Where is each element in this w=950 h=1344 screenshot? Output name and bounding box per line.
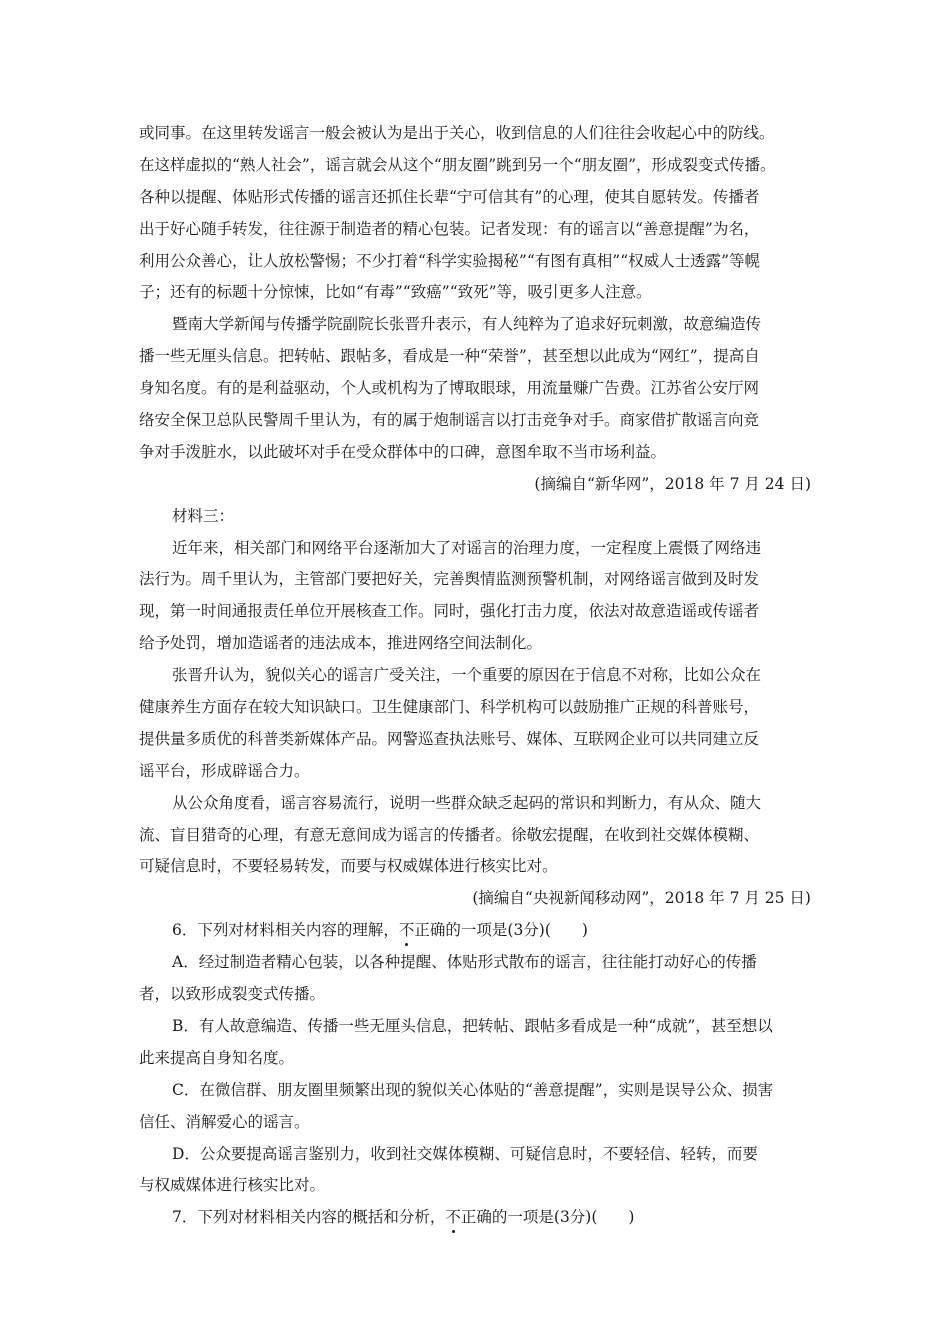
option-line: 此来提高自身知名度。 bbox=[139, 1048, 295, 1067]
question-suffix: 正确的一项是(3分)( ) bbox=[460, 1208, 635, 1227]
option-line: C．在微信群、朋友圈里频繁出现的貌似关心体贴的“善意提醒”，实则是误导公众、损害 bbox=[172, 1080, 774, 1099]
text-line: 可疑信息时，不要轻易转发，而要与权威媒体进行核实比对。 bbox=[139, 857, 558, 876]
option-line: 信任、消解爱心的谣言。 bbox=[139, 1112, 310, 1131]
text-line: 出于好心随手转发，往往源于制造者的精心包装。记者发现：有的谣言以“善意提醒”为名， bbox=[139, 219, 760, 238]
text-line: 谣平台，形成辟谣合力。 bbox=[139, 761, 310, 780]
paragraph-rumor-spread bbox=[139, 118, 815, 309]
paragraph-governance bbox=[139, 533, 815, 661]
text-line: 或同事。在这里转发谣言一般会被认为是出于关心，收到信息的人们往往会收起心中的防线。 bbox=[139, 124, 775, 142]
material-heading: 材料三： bbox=[172, 506, 235, 525]
question-7 bbox=[139, 1202, 815, 1234]
text-line: 播一些无厘头信息。把转帖、跟帖多，看成是一种“荣誉”，甚至想以此成为“网红”，提高自 bbox=[139, 347, 760, 366]
document-page bbox=[139, 118, 815, 1234]
text-line: 从公众角度看，谣言容易流行，说明一些群众缺乏起码的常识和判断力，有从众、随大 bbox=[172, 793, 762, 812]
emphasis-char: 不 bbox=[399, 915, 415, 947]
text-line: 给予处罚，增加造谣者的违法成本，推进网络空间法制化。 bbox=[139, 634, 543, 653]
text-line: 身知名度。有的是利益驱动，个人或机构为了博取眼球，用流量赚广告费。江苏省公安厅网 bbox=[139, 379, 760, 398]
question-suffix: 正确的一项是(3分)( ) bbox=[414, 921, 588, 940]
paragraph-public-perspective bbox=[139, 788, 815, 884]
option-line: A．经过制造者精心包装，以各种提醒、体贴形式散布的谣言，往往能打动好心的传播 bbox=[172, 953, 757, 972]
option-c bbox=[139, 1075, 815, 1139]
text-line: 近年来，相关部门和网络平台逐渐加大了对谣言的治理力度，一定程度上震慑了网络违 bbox=[172, 538, 762, 557]
question-stem bbox=[139, 1202, 815, 1234]
text-line: 张晋升认为，貌似关心的谣言广受关注，一个重要的原因在于信息不对称，比如公众在 bbox=[172, 666, 762, 685]
emphasis-char: 不 bbox=[445, 1202, 461, 1234]
question-stem bbox=[139, 915, 815, 947]
text-line: 各种以提醒、体贴形式传播的谣言还抓住长辈“宁可信其有”的心理，使其自愿转发。传播者 bbox=[139, 187, 760, 206]
text-line: 法行为。周千里认为，主管部门要把好关，完善舆情监测预警机制，对网络谣言做到及时发 bbox=[139, 570, 760, 589]
option-line: D．公众要提高谣言鉴别力，收到社交媒体模糊、可疑信息时，不要轻信、轻转，而要 bbox=[172, 1144, 758, 1163]
option-b bbox=[139, 1011, 815, 1075]
option-line: 与权威媒体进行核实比对。 bbox=[139, 1176, 326, 1195]
text-line: 流、盲目猎奇的心理，有意无意间成为谣言的传播者。徐敬宏提醒，在收到社交媒体模糊、 bbox=[139, 825, 760, 844]
text-line: 利用公众善心，让人放松警惕；不少打着“科学实验揭秘”“有图有真相”“权威人士透露”等幌 bbox=[139, 251, 761, 270]
text-line: 子；还有的标题十分惊悚，比如“有毒”“致癌”“致死”等，吸引更多人注意。 bbox=[139, 283, 652, 302]
paragraph-rumor-motives bbox=[139, 309, 815, 468]
paragraph-information-asymmetry bbox=[139, 660, 815, 788]
text-line: 现，第一时间通报责任单位开展核查工作。同时，强化打击力度，依法对故意造谣或传谣者 bbox=[139, 602, 760, 621]
source-citation: (摘编自“新华网”，2018 年 7 月 24 日) bbox=[534, 474, 811, 493]
text-line: 提供量多质优的科普类新媒体产品。网警巡查执法账号、媒体、互联网企业可以共同建立反 bbox=[139, 729, 760, 748]
question-prefix: 7．下列对材料相关内容的概括和分析， bbox=[172, 1208, 446, 1227]
option-a bbox=[139, 947, 815, 1011]
option-d bbox=[139, 1139, 815, 1203]
question-6 bbox=[139, 915, 815, 1202]
option-line: 者，以致形成裂变式传播。 bbox=[139, 985, 326, 1004]
source-citation: (摘编自“央视新闻移动网”，2018 年 7 月 25 日) bbox=[472, 889, 811, 908]
question-prefix: 6．下列对材料相关内容的理解， bbox=[172, 921, 399, 940]
option-line: B．有人故意编造、传播一些无厘头信息，把转帖、跟帖多看成是一种“成就”，甚至想以 bbox=[172, 1016, 773, 1035]
text-line: 健康养生方面存在较大知识缺口。卫生健康部门、科学机构可以鼓励推广正规的科普账号， bbox=[139, 698, 760, 717]
text-line: 暨南大学新闻与传播学院副院长张晋升表示，有人纯粹为了追求好玩刺激，故意编造传 bbox=[172, 315, 762, 334]
text-line: 争对手泼脏水，以此破坏对手在受众群体中的口碑，意图牟取不当市场利益。 bbox=[139, 442, 667, 461]
text-line: 在这样虚拟的“熟人社会”，谣言就会从这个“朋友圈”跳到另一个“朋友圈”，形成裂变式传播。 bbox=[139, 155, 776, 174]
text-line: 络安全保卫总队民警周千里认为，有的属于炮制谣言以打击竞争对手。商家借扩散谣言向竞 bbox=[139, 411, 760, 430]
